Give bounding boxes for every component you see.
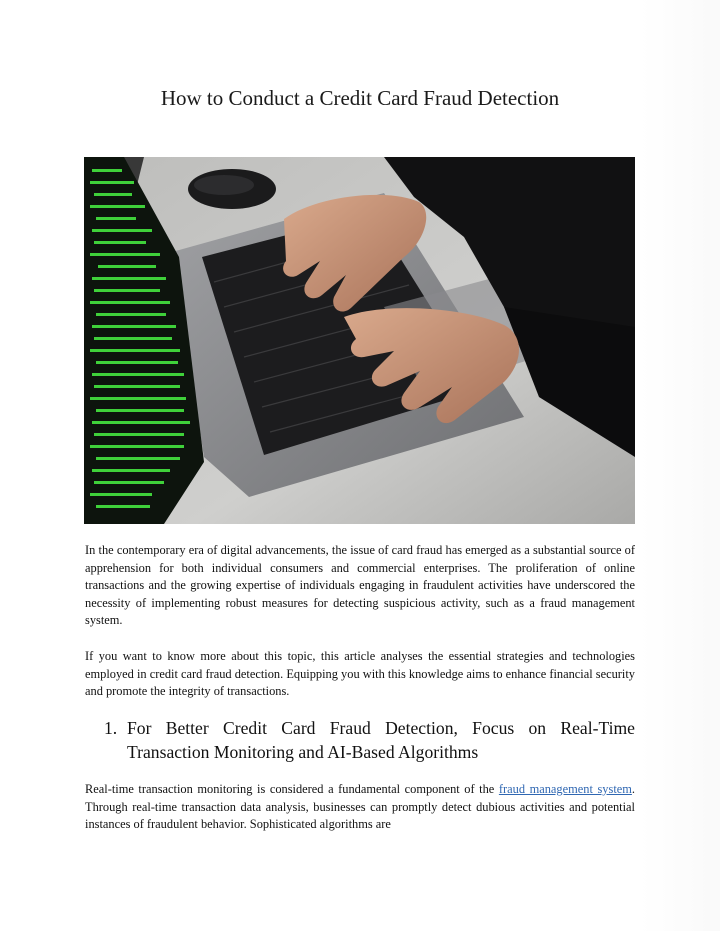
document-title: How to Conduct a Credit Card Fraud Detection bbox=[160, 86, 560, 110]
intro-paragraph: In the contemporary era of digital advancements, the issue of card fraud has emerged as a substantial source of apprehension for both individual consumers and commercial enterprises. The proliferation of online transactions and the growing expertise of individuals engaging in fraudulent activities have underscored the necessity of implementing robust measures for detecting suspicious activity, such as a fraud management system. bbox=[85, 543, 635, 628]
section-number: 1. bbox=[104, 718, 118, 738]
hero-photo bbox=[84, 157, 635, 524]
page-edge-shading bbox=[640, 0, 720, 931]
fraud-management-system-link[interactable]: fraud management system bbox=[498, 782, 632, 796]
laptop-typing-illustration bbox=[84, 157, 635, 524]
section-body-paragraph bbox=[85, 781, 635, 834]
body-text-after-link: . Through real-time transaction data analysis, businesses can promptly detect dubious activities and potential instances of fraudulent behavior. Sophisticated algorithms are bbox=[85, 782, 636, 832]
section-heading-text: For Better Credit Card Fraud Detection, Focus on Real-Time Transaction Monitoring and AI-Based Algorithms bbox=[127, 718, 635, 762]
overview-paragraph: If you want to know more about this topic, this article analyses the essential strategies and technologies employed in credit card fraud detection. Equipping you with this knowledge aims to enhance financial security and promote the integrity of transactions. bbox=[85, 649, 635, 699]
body-text-before-link: Real-time transaction monitoring is considered a fundamental component of the bbox=[85, 782, 499, 796]
